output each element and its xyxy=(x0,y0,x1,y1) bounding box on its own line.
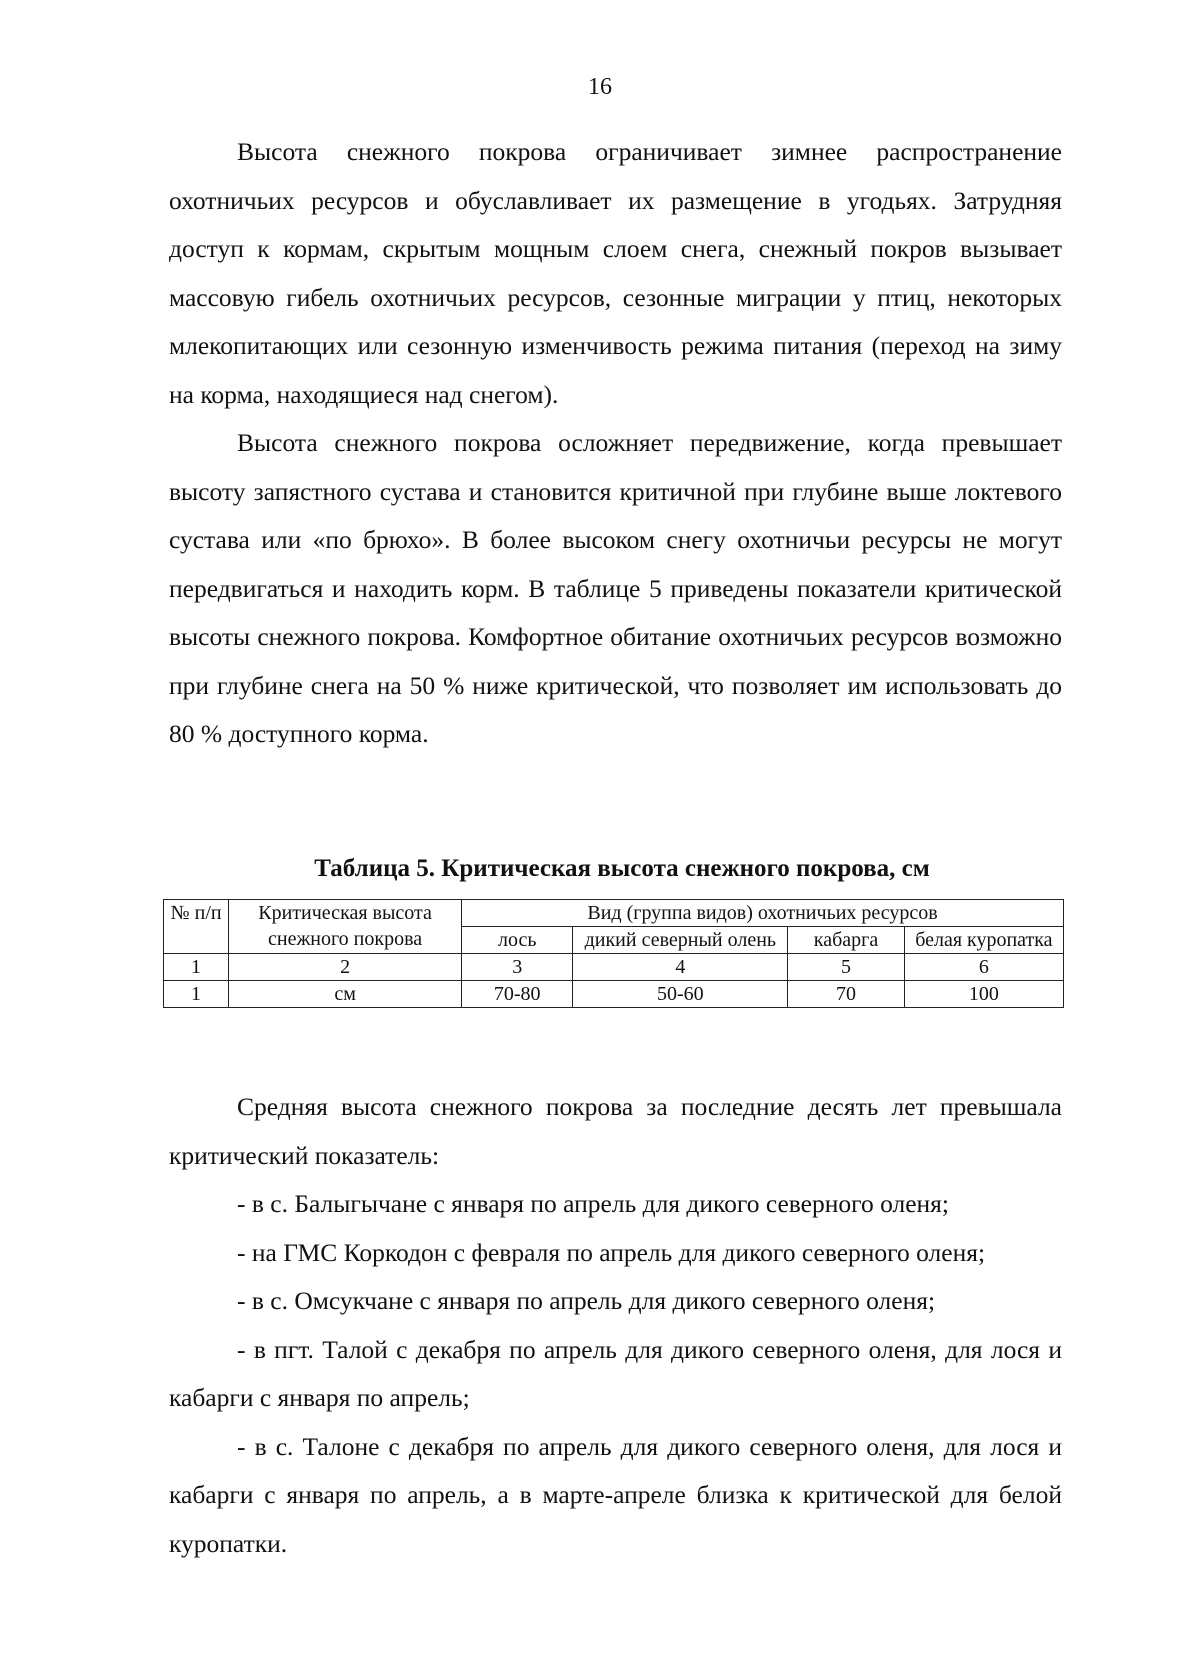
conclusion-text xyxy=(169,1083,1062,1568)
table-cell: 50-60 xyxy=(573,981,788,1008)
paragraph: Высота снежного покрова осложняет передвижение, когда превышает высоту запястного сустава и становится критичной при глубине выше локтевого сустава или «по брюхо». В более высоком снегу охотничьи ресурсы не могут передвигаться и находить корм. В таблице 5 приведены показатели критической высоты снежного покрова. Комфортное обитание охотничьих ресурсов возможно при глубине снега на 50 % ниже критической, что позволяет им использовать до 80 % доступного корма. xyxy=(169,428,1062,748)
list-item: - в пгт. Талой с декабря по апрель для дикого северного оленя, для лося и кабарги с января по апрель; xyxy=(169,1334,1062,1412)
list-item: - на ГМС Коркодон с февраля по апрель для дикого северного оленя; xyxy=(237,1237,986,1267)
table-row xyxy=(164,981,1064,1008)
table-cell: см xyxy=(229,981,462,1008)
header-species-group: Вид (группа видов) охотничьих ресурсов xyxy=(462,900,1064,927)
table-cell: 100 xyxy=(904,981,1063,1008)
table-cell: 70-80 xyxy=(462,981,573,1008)
page-number: 16 xyxy=(588,74,612,100)
snow-depth-table xyxy=(163,899,1064,1008)
header-number: № п/п xyxy=(164,900,229,954)
table-cell: 5 xyxy=(788,954,904,981)
header-species: лось xyxy=(462,927,573,954)
table-header-row xyxy=(164,900,1064,927)
paragraph: Средняя высота снежного покрова за последние десять лет превышала критический показатель: xyxy=(169,1092,1062,1170)
table-cell: 70 xyxy=(788,981,904,1008)
list-item: - в с. Талоне с декабря по апрель для дикого северного оленя, для лося и кабарги с января по апрель, а в марте-апреле близка к критической для белой куропатки. xyxy=(169,1431,1062,1558)
header-critical-depth: Критическая высота снежного покрова xyxy=(229,900,462,954)
paragraph: Высота снежного покрова ограничивает зимнее распространение охотничьих ресурсов и обуславливает их размещение в угодьях. Затрудняя доступ к кормам, скрытым мощным слоем снега, снежный покров вызывает массовую гибель охотничьих ресурсов, сезонные миграции у птиц, некоторых млекопитающих или сезонную изменчивость режима питания (переход на зиму на корма, находящиеся над снегом). xyxy=(169,137,1062,409)
table-cell: 3 xyxy=(462,954,573,981)
header-species: белая куропатка xyxy=(904,927,1063,954)
intro-text xyxy=(169,128,1062,759)
list-item: - в с. Балыгычане с января по апрель для дикого северного оленя; xyxy=(237,1189,949,1218)
header-species: дикий северный олень xyxy=(573,927,788,954)
header-species: кабарга xyxy=(788,927,904,954)
table-caption: Таблица 5. Критическая высота снежного покрова, см xyxy=(314,855,930,882)
table-cell: 6 xyxy=(904,954,1063,981)
table-cell: 1 xyxy=(164,954,229,981)
list-item: - в с. Омсукчане с января по апрель для дикого северного оленя; xyxy=(237,1286,936,1315)
table-row xyxy=(164,954,1064,981)
table-cell: 4 xyxy=(573,954,788,981)
table-cell: 2 xyxy=(229,954,462,981)
table-cell: 1 xyxy=(164,981,229,1008)
